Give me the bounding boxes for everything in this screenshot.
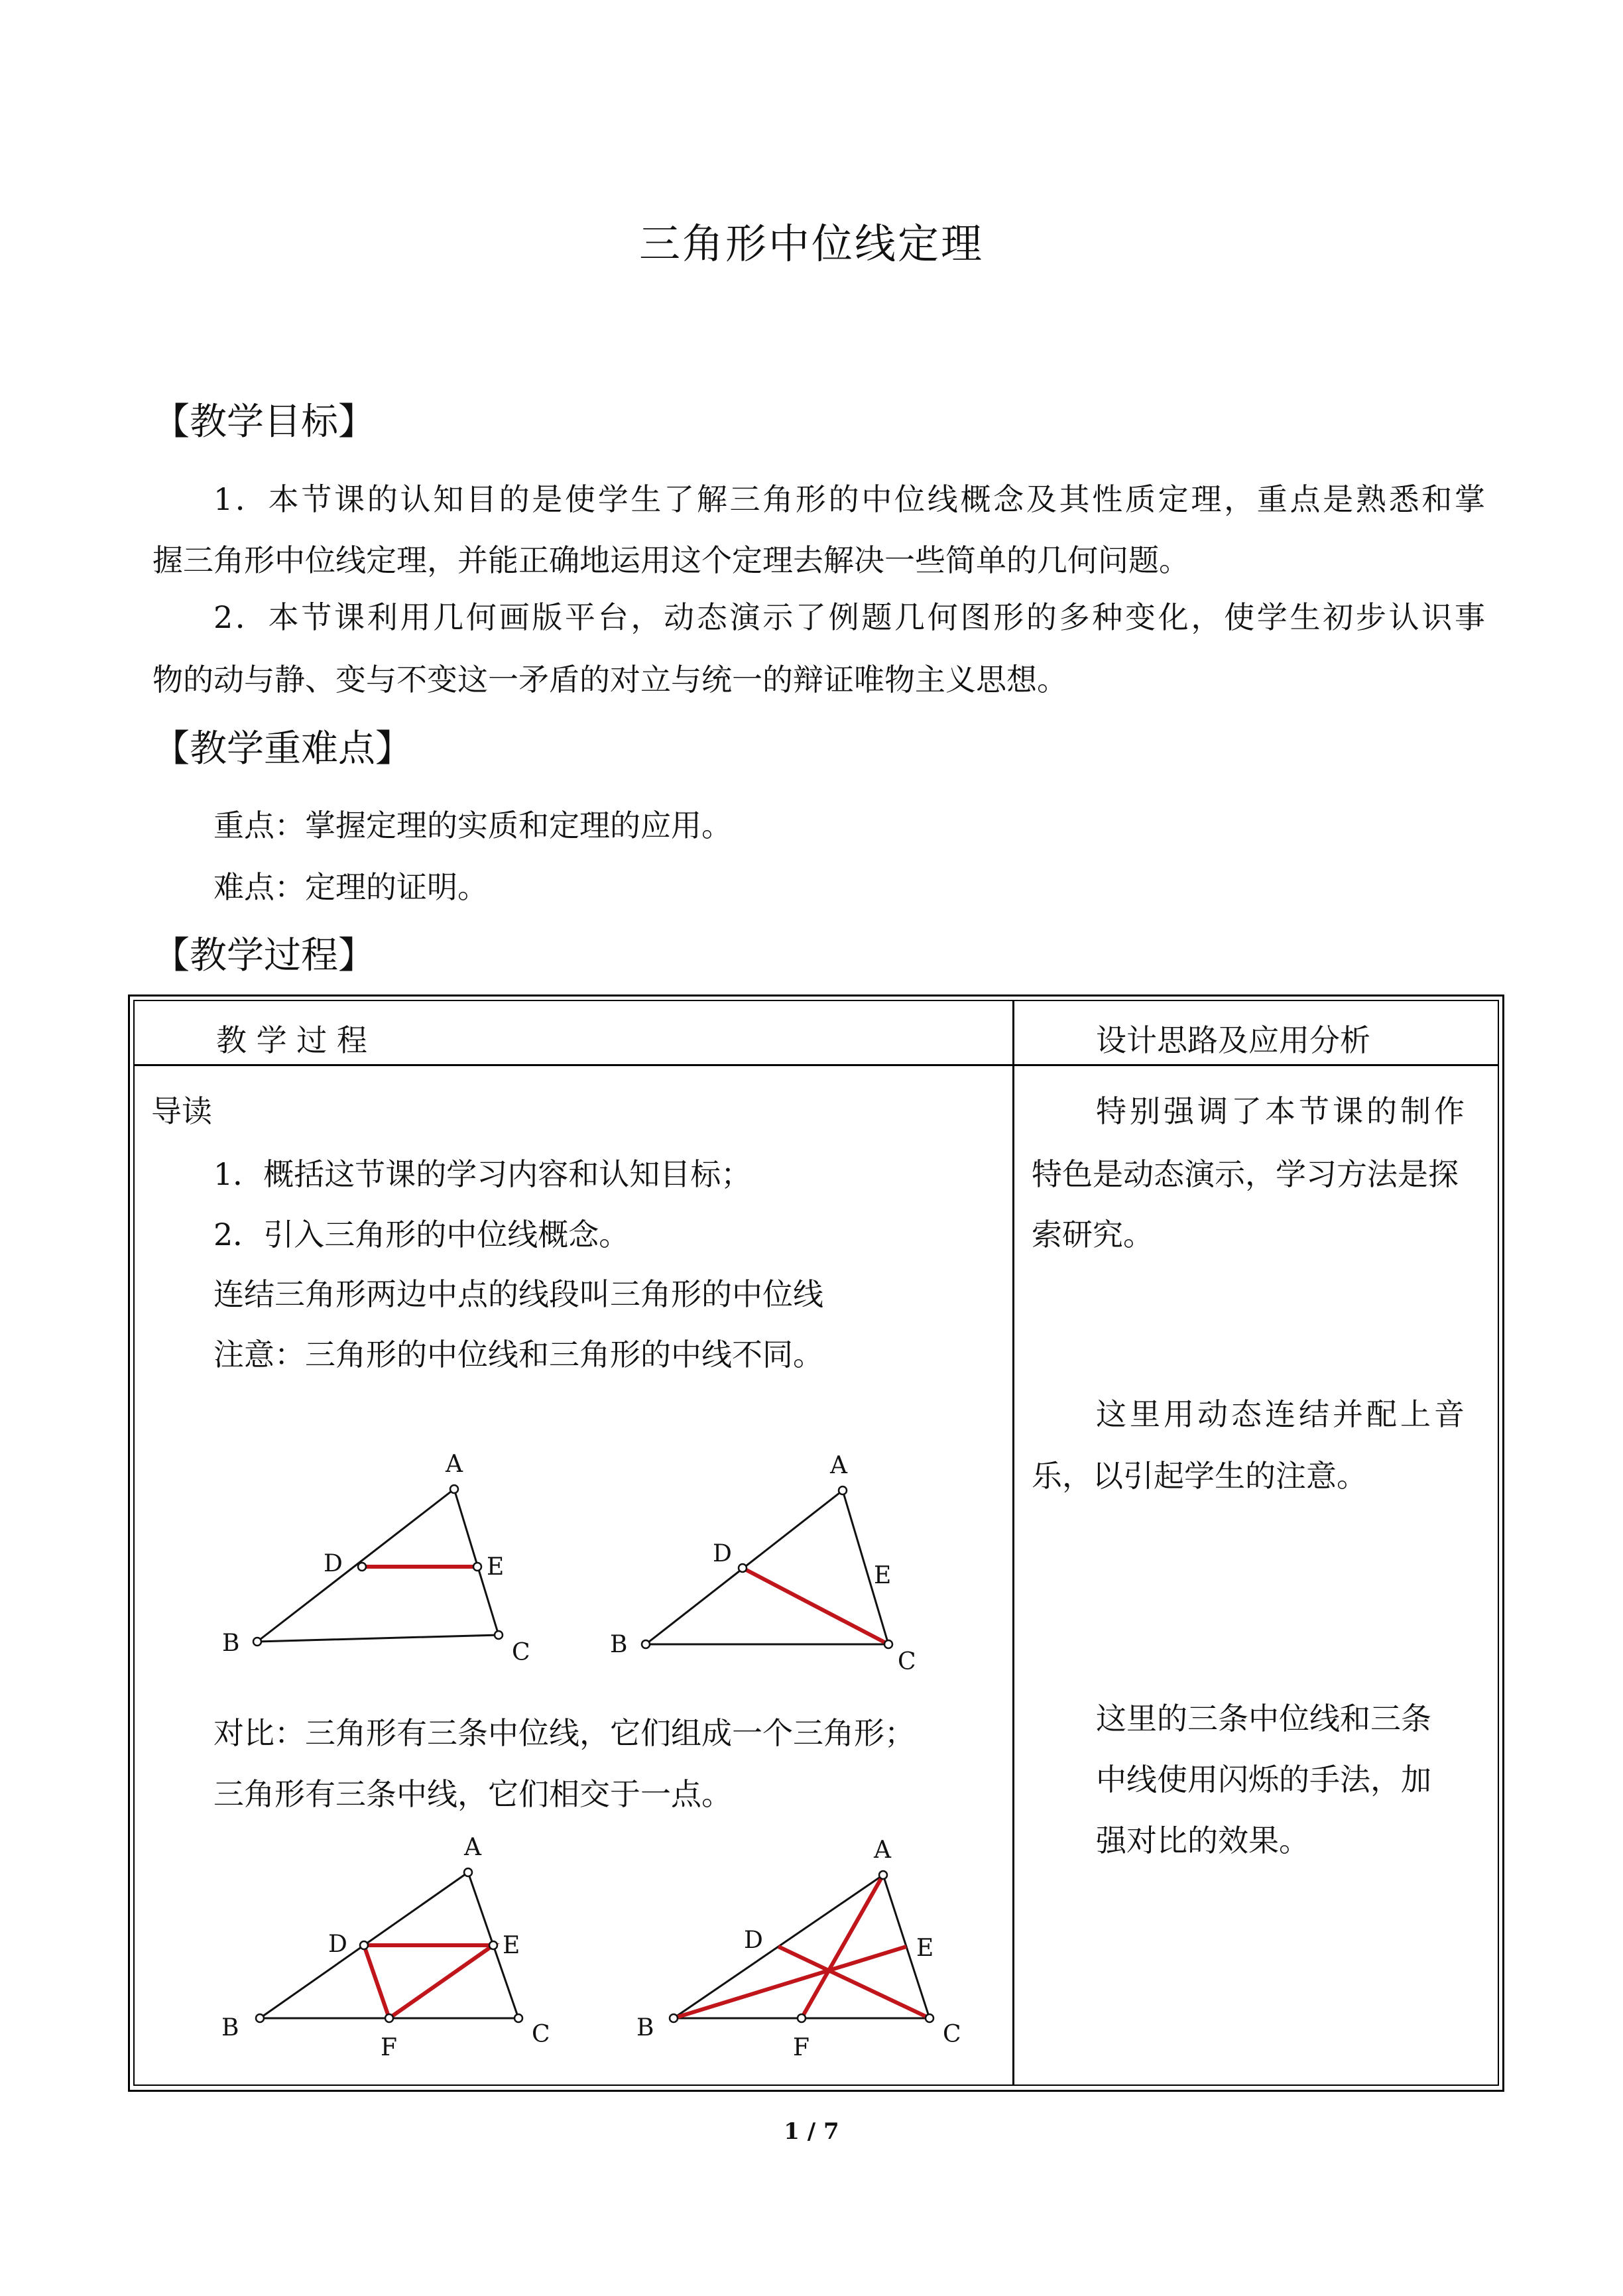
objective1-line2: 握三角形中位线定理，并能正确地运用这个定理去解决一些简单的几何问题。 [152, 542, 1189, 578]
midline-definition: 连结三角形两边中点的线段叫三角形的中位线 [213, 1276, 823, 1312]
label-a3: A [464, 1834, 481, 1861]
label-d: D [324, 1550, 343, 1577]
figure-three-medians [597, 1823, 968, 2062]
median-be [674, 1947, 906, 2018]
label-f3: F [381, 2034, 397, 2061]
table-header-analysis: 设计思路及应用分析 [1096, 1022, 1370, 1058]
figure-median [597, 1445, 955, 1677]
design-note2-line1: 这里用动态连结并配上音 [1096, 1396, 1468, 1432]
label-d3: D [328, 1931, 347, 1958]
figure-midline [206, 1445, 564, 1677]
triangle-abc-outline-4 [674, 1875, 930, 2018]
design-note1-line2: 特色是动态演示，学习方法是探 [1032, 1156, 1459, 1192]
table-header-process: 教 学 过 程 [216, 1022, 367, 1058]
label-b: B [222, 1630, 240, 1657]
figure-three-midlines [206, 1823, 564, 2062]
label-e3: E [503, 1932, 520, 1959]
difficulty-text: 难点：定理的证明。 [213, 869, 488, 905]
label-e: E [487, 1553, 505, 1581]
page-title: 三角形中位线定理 [638, 219, 984, 268]
label-c3: C [532, 2021, 550, 2048]
page-number: 1 / 7 [784, 2118, 839, 2145]
label-a4: A [874, 1837, 891, 1864]
process-heading: 【教学过程】 [152, 934, 375, 977]
label-b3: B [221, 2014, 239, 2041]
objective2-line2: 物的动与静、变与不变这一矛盾的对立与统一的辩证唯物主义思想。 [152, 662, 1067, 697]
label-c: C [512, 1639, 530, 1666]
design-note1-line1: 特别强调了本节课的制作 [1096, 1093, 1468, 1129]
label-b2: B [610, 1631, 628, 1658]
label-d2: D [713, 1540, 732, 1567]
design-note3-line1: 这里的三条中位线和三条 [1096, 1701, 1431, 1736]
midline-note: 注意：三角形的中位线和三角形的中线不同。 [213, 1337, 823, 1372]
design-note3-line2: 中线使用闪烁的手法，加 [1096, 1762, 1431, 1797]
objectives-heading: 【教学目标】 [152, 400, 375, 444]
compare-line2: 三角形有三条中线，它们相交于一点。 [213, 1776, 732, 1812]
label-e2: E [874, 1562, 892, 1589]
keypoints-heading: 【教学重难点】 [152, 727, 412, 770]
median-cd-2 [778, 1947, 930, 2018]
label-c4: C [943, 2021, 961, 2048]
label-c2: C [898, 1648, 916, 1675]
label-e4: E [916, 1935, 934, 1962]
design-note1-line3: 索研究。 [1032, 1217, 1154, 1252]
midline-triangle-def [364, 1945, 493, 2018]
label-a2: A [830, 1452, 847, 1479]
label-d4: D [744, 1927, 763, 1954]
intro-label: 导读 [151, 1093, 212, 1129]
keypoint-text: 重点：掌握定理的实质和定理的应用。 [213, 808, 732, 843]
design-note2-line2: 乐，以引起学生的注意。 [1032, 1458, 1367, 1494]
median-cd [743, 1568, 888, 1644]
label-a: A [446, 1451, 463, 1478]
objective2-line1: 2．本节课利用几何画版平台，动态演示了例题几何图形的多种变化，使学生初步认识事 [213, 599, 1485, 635]
objective1-line1: 1．本节课的认知目的是使学生了解三角形的中位线概念及其性质定理，重点是熟悉和掌 [213, 481, 1485, 517]
median-af [802, 1875, 883, 2018]
intro-item2: 2．引入三角形的中位线概念。 [213, 1217, 630, 1252]
design-note3-line3: 强对比的效果。 [1096, 1823, 1309, 1858]
compare-line1: 对比：三角形有三条中位线，它们组成一个三角形； [213, 1715, 915, 1751]
label-b4: B [636, 2014, 654, 2041]
triangle-abc-outline-2 [646, 1490, 888, 1644]
intro-item1: 1．概括这节课的学习内容和认知目标； [213, 1156, 752, 1192]
label-f4: F [793, 2034, 810, 2061]
